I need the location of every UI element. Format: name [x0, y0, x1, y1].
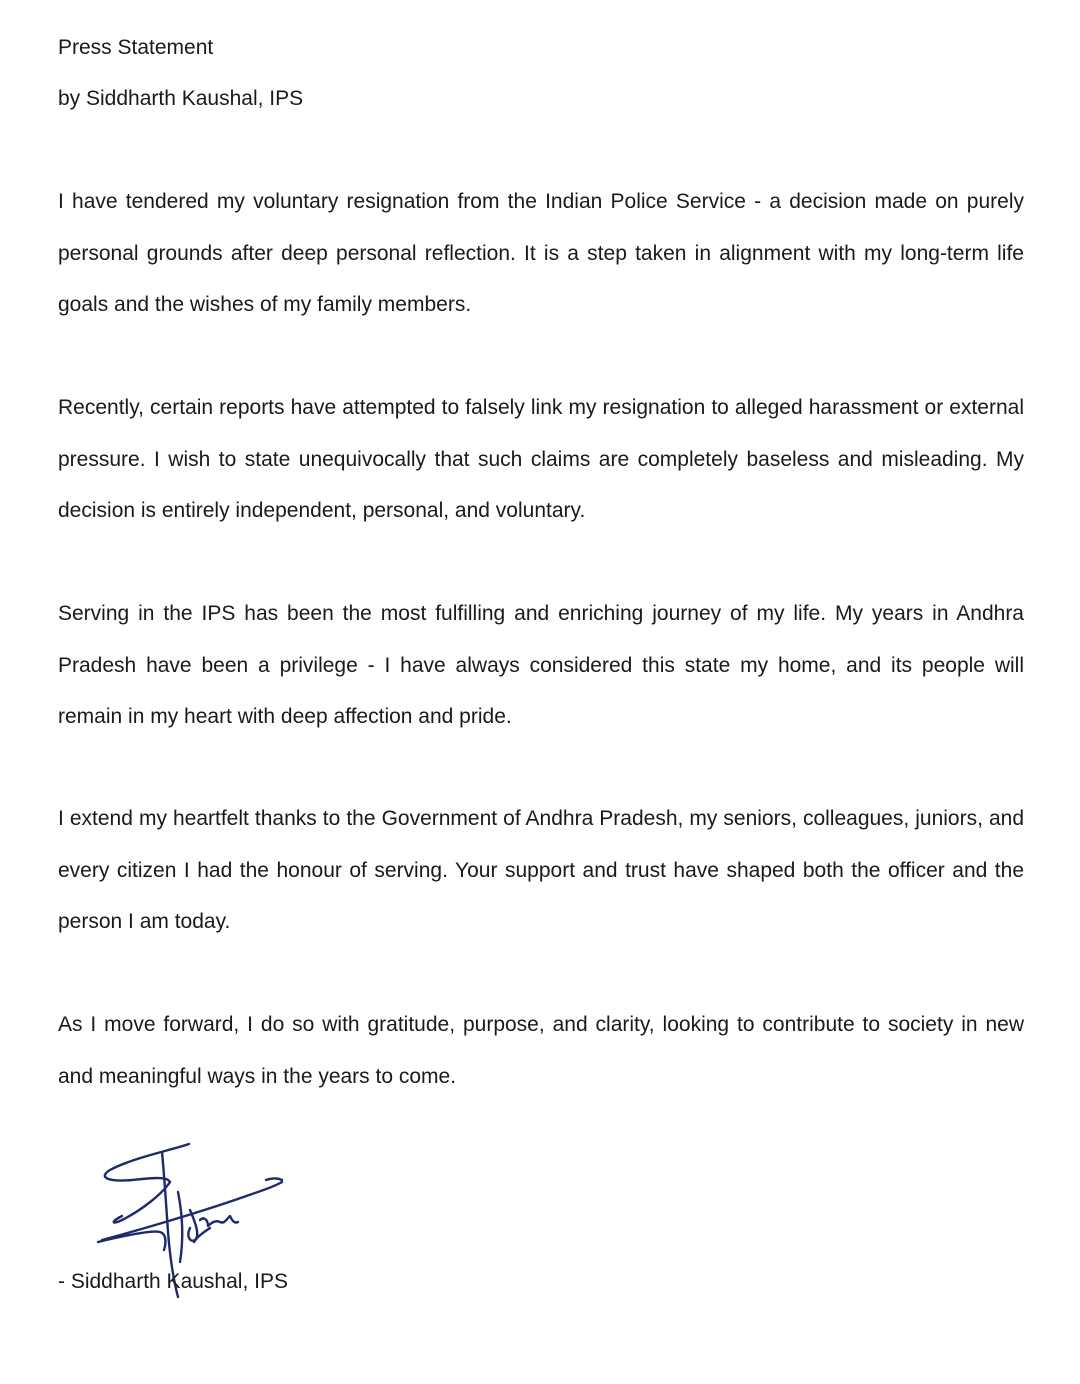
- signoff-name: - Siddharth Kaushal, IPS: [58, 1270, 288, 1293]
- paragraph-thanks: I extend my heartfelt thanks to the Government of Andhra Pradesh, my seniors, colleagues, juniors, and every citizen I had the honour of serving. Your support and trust have shaped both the officer and the person I am today.: [58, 807, 1024, 933]
- document-title: Press Statement: [58, 36, 214, 59]
- paragraph-forward: As I move forward, I do so with gratitude, purpose, and clarity, looking to contribute to society in new and meaningful ways in the years to come.: [58, 1013, 1024, 1088]
- paragraph-resignation: I have tendered my voluntary resignation from the Indian Police Service - a decision made on purely personal grounds after deep personal reflection. It is a step taken in alignment with my long-term life goals and the wishes of my family members.: [58, 190, 1024, 316]
- paragraph-reports: Recently, certain reports have attempted to falsely link my resignation to alleged harassment or external pressure. I wish to state unequivocally that such claims are completely baseless and misleading. My decision is entirely independent, personal, and voluntary.: [58, 396, 1024, 522]
- paragraph-service: Serving in the IPS has been the most fulfilling and enriching journey of my life. My years in Andhra Pradesh have been a privilege - I have always considered this state my home, and its people will remain in my heart with deep affection and pride.: [58, 602, 1024, 728]
- document-byline: by Siddharth Kaushal, IPS: [58, 87, 304, 110]
